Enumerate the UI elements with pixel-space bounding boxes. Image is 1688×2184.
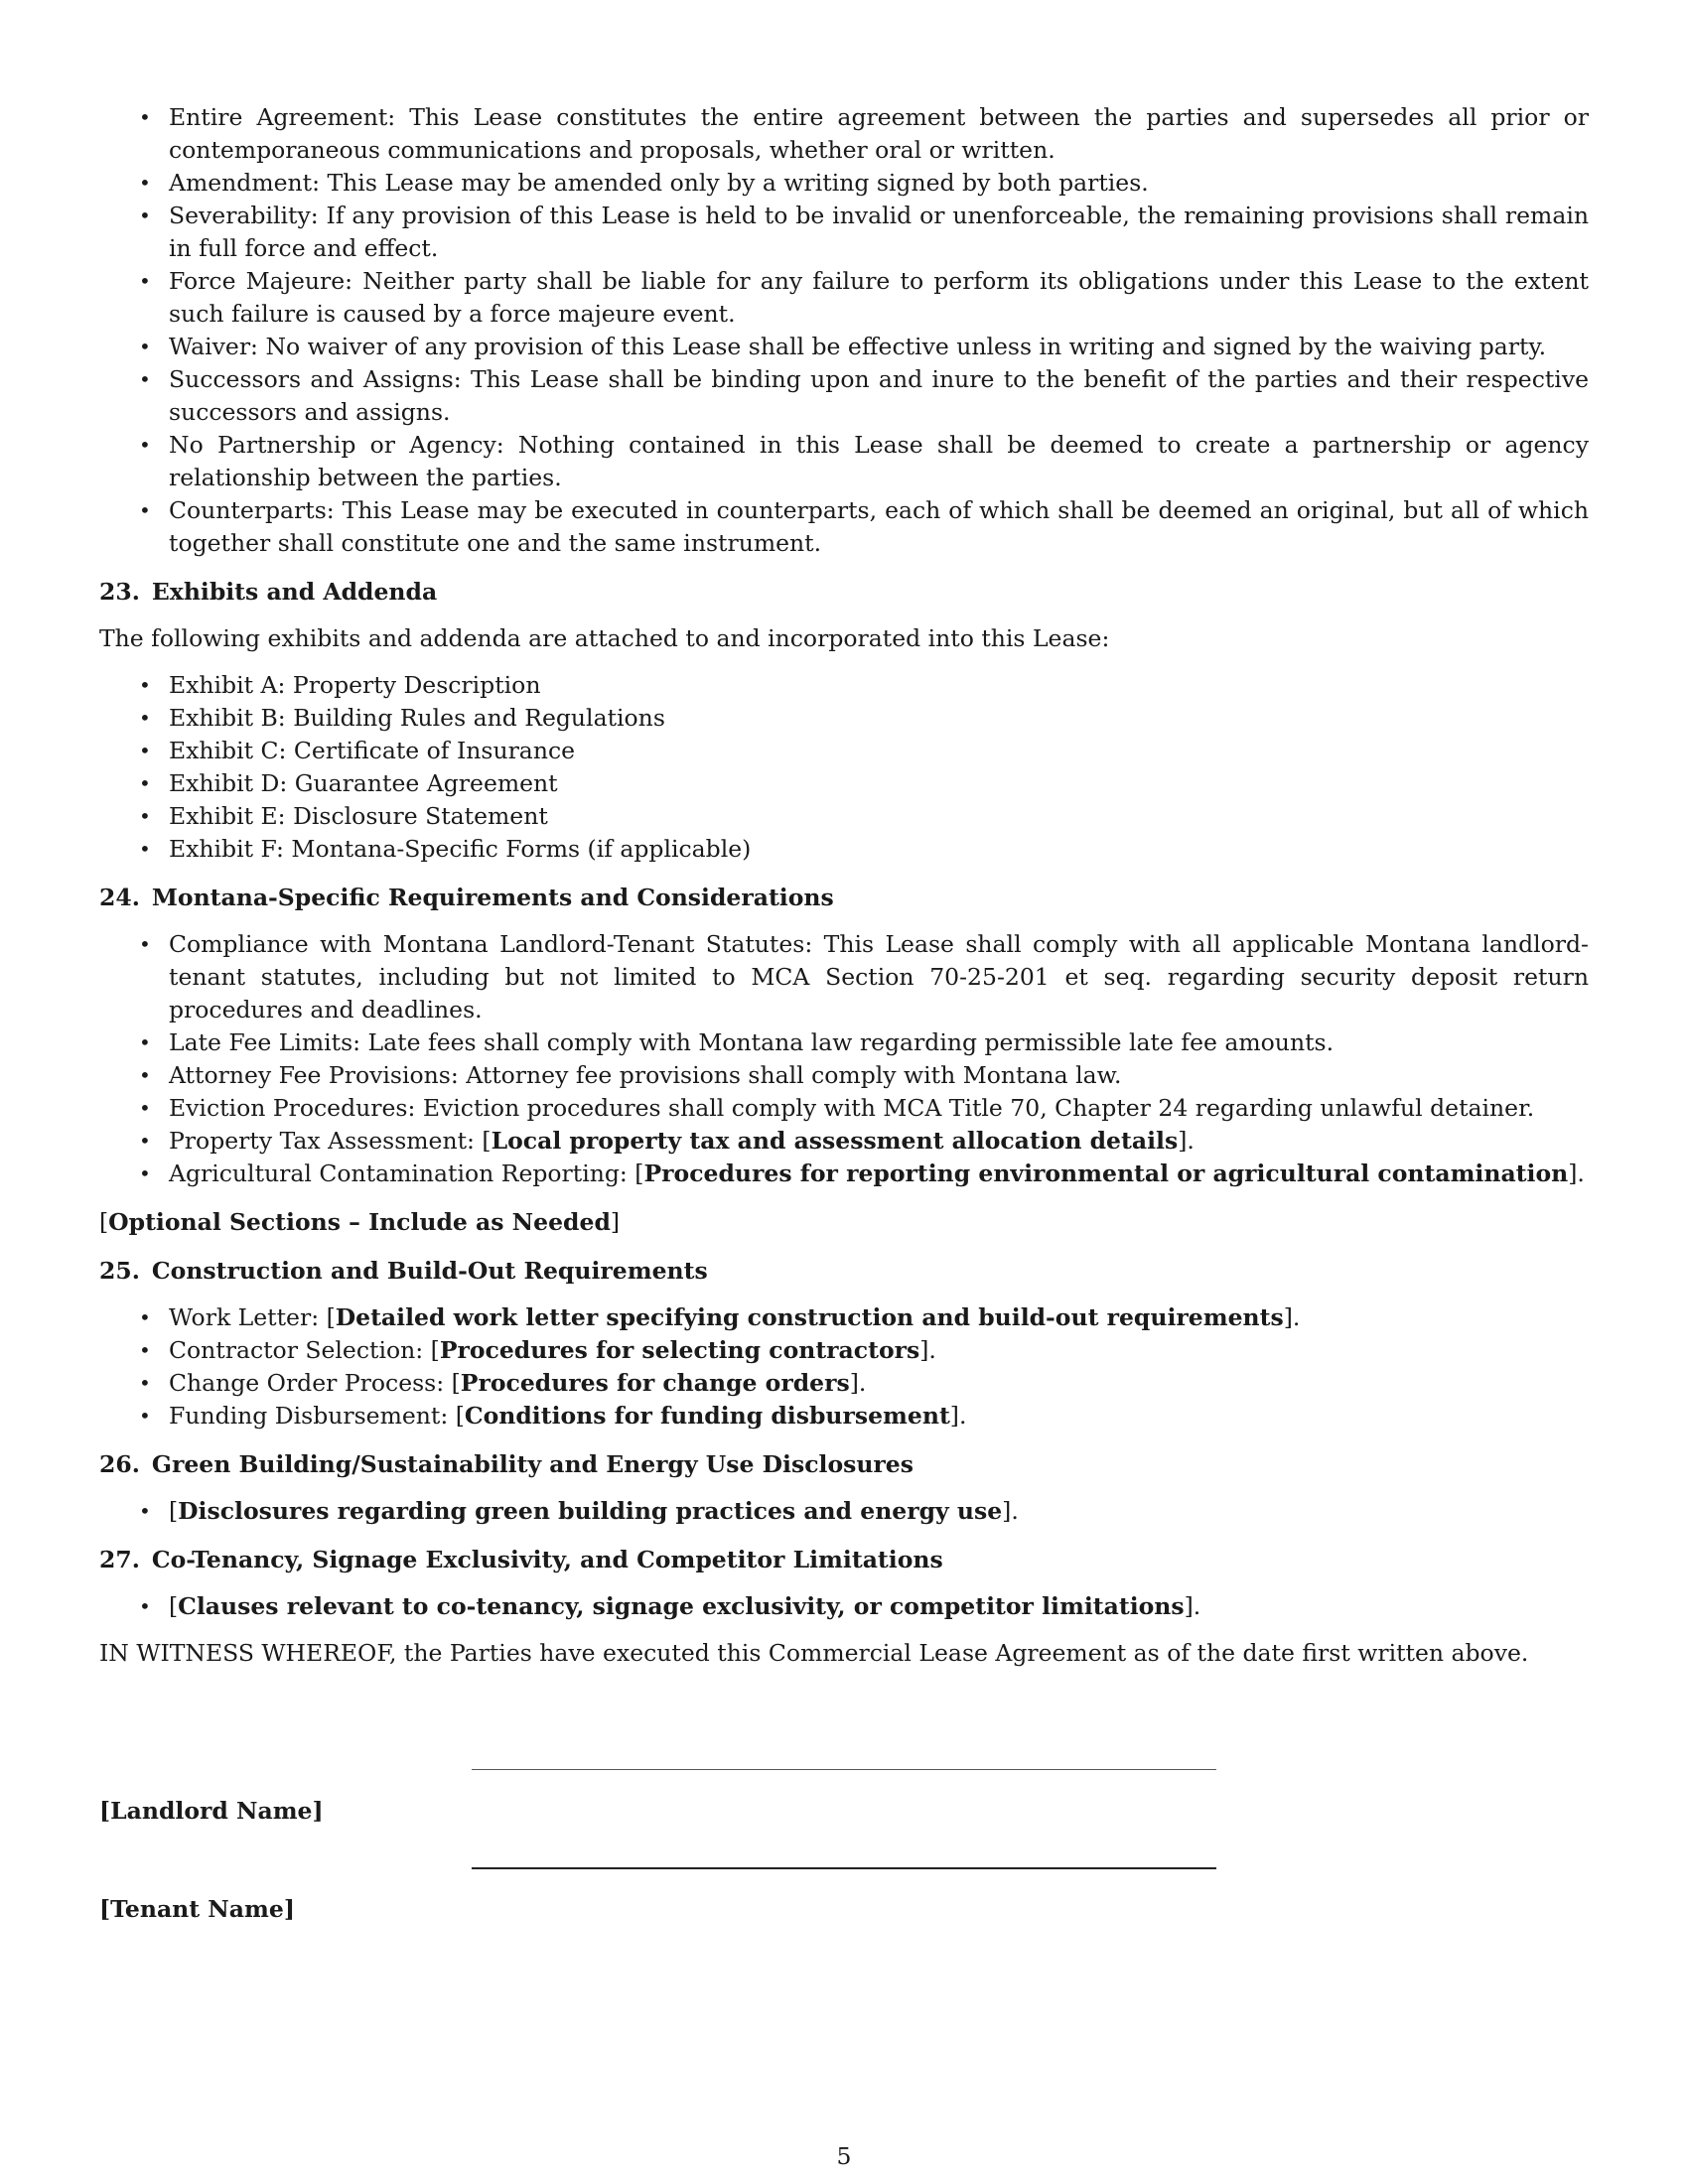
- page-number: 5: [836, 2142, 852, 2170]
- item-end: ].: [1178, 1127, 1195, 1155]
- placeholder-text: Clauses relevant to co-tenancy, signage exclusivity, or competitor limitations: [178, 1592, 1185, 1620]
- list-item: [99, 1092, 1589, 1125]
- bracket-open: [: [99, 1797, 111, 1825]
- item-text: Property Tax Assessment: [: [169, 1127, 492, 1155]
- bracket-close: ]: [283, 1895, 295, 1923]
- list-item: • Exhibit A: Property Description: [99, 669, 1589, 702]
- section-title: Green Building/Sustainability and Energy Use Disclosures: [151, 1450, 914, 1478]
- section-27-heading: [99, 1544, 1589, 1576]
- placeholder-text: Procedures for reporting environmental or agricultural contamination: [643, 1160, 1569, 1187]
- list-item: • Amendment: This Lease may be amended only by a writing signed by both parties.: [99, 167, 1589, 200]
- item-text: [: [169, 1592, 179, 1620]
- item-text: Agricultural Contamination Reporting: [: [169, 1160, 644, 1187]
- section-number: 23.: [99, 578, 140, 606]
- list-item: [99, 1125, 1589, 1158]
- bracket-close: ]: [312, 1797, 324, 1825]
- section-title: Montana-Specific Requirements and Considerations: [151, 884, 834, 911]
- item-text: Change Order Process: [: [169, 1369, 461, 1397]
- item-text: Late Fee Limits: Late fees shall comply with Montana law regarding permissible late fee amounts.: [169, 1028, 1335, 1056]
- witness-statement: IN WITNESS WHEREOF, the Parties have executed this Commercial Lease Agreement as of the date first written above.: [99, 1639, 1529, 1667]
- co-tenancy-list: [99, 1590, 1589, 1623]
- item-end: ].: [1002, 1497, 1019, 1525]
- document-body: [99, 101, 1589, 1670]
- optional-sections-heading: [99, 1206, 1589, 1239]
- section-23-intro: The following exhibits and addenda are attached to and incorporated into this Lease:: [99, 624, 1110, 652]
- item-text: Compliance with Montana Landlord-Tenant Statutes: This Lease shall comply with all applicable Montana landlord-tenant statutes, including but not limited to MCA Section 70-25-201 et seq. regarding security deposit return procedures and deadlines.: [169, 930, 1589, 1024]
- item-end: ].: [1283, 1303, 1301, 1331]
- tenant-signature-line: [472, 1867, 1216, 1869]
- bracket-open: [: [99, 1895, 111, 1923]
- section-25-heading: [99, 1255, 1589, 1288]
- item-end: ].: [919, 1336, 936, 1364]
- list-item: • No Partnership or Agency: Nothing contained in this Lease shall be deemed to create a partnership or agency relationship between the parties.: [99, 429, 1589, 494]
- list-item: [99, 1059, 1589, 1092]
- placeholder-text: Disclosures regarding green building practices and energy use: [178, 1497, 1003, 1525]
- placeholder-text: Procedures for selecting contractors: [439, 1336, 920, 1364]
- item-text: Eviction Procedures: Eviction procedures shall comply with MCA Title 70, Chapter 24 regarding unlawful detainer.: [169, 1094, 1535, 1122]
- tenant-name-label: Tenant Name: [110, 1895, 284, 1923]
- list-item: • Waiver: No waiver of any provision of this Lease shall be effective unless in writing and signed by the waiving party.: [99, 331, 1589, 363]
- list-item: [99, 1026, 1589, 1059]
- section-26-heading: [99, 1448, 1589, 1481]
- list-item: • Exhibit E: Disclosure Statement: [99, 800, 1589, 833]
- section-number: 24.: [99, 884, 140, 911]
- landlord-signature-line: [472, 1769, 1216, 1770]
- section-title: Co-Tenancy, Signage Exclusivity, and Competitor Limitations: [151, 1546, 943, 1573]
- montana-requirements-list: [99, 928, 1589, 1190]
- list-item: • Exhibit B: Building Rules and Regulations: [99, 702, 1589, 735]
- list-item: • Exhibit C: Certificate of Insurance: [99, 735, 1589, 767]
- section-24-heading: [99, 882, 1589, 914]
- landlord-name: [99, 1797, 324, 1825]
- optional-sections-label: Optional Sections – Include as Needed: [108, 1208, 611, 1236]
- placeholder-text: Conditions for funding disbursement: [464, 1402, 950, 1430]
- tenant-name: [99, 1895, 295, 1923]
- item-text: [: [169, 1497, 179, 1525]
- section-number: 25.: [99, 1257, 140, 1285]
- general-provisions-list: [99, 101, 1589, 560]
- item-end: ].: [849, 1369, 867, 1397]
- green-building-list: [99, 1495, 1589, 1528]
- section-title: Construction and Build-Out Requirements: [151, 1257, 708, 1285]
- list-item: [99, 1301, 1589, 1334]
- list-item: • Force Majeure: Neither party shall be liable for any failure to perform its obligations under this Lease to the extent such failure is caused by a force majeure event.: [99, 265, 1589, 331]
- list-item: [99, 1495, 1589, 1528]
- list-item: • Successors and Assigns: This Lease shall be binding upon and inure to the benefit of the parties and their respective successors and assigns.: [99, 363, 1589, 429]
- list-item: • Entire Agreement: This Lease constitutes the entire agreement between the parties and supersedes all prior or contemporaneous communications and proposals, whether oral or written.: [99, 101, 1589, 167]
- item-end: ].: [1184, 1592, 1201, 1620]
- item-text: Contractor Selection: [: [169, 1336, 440, 1364]
- list-item: [99, 1367, 1589, 1400]
- item-text: Funding Disbursement: [: [169, 1402, 465, 1430]
- section-23-heading: [99, 576, 1589, 609]
- item-end: ].: [949, 1402, 967, 1430]
- section-number: 27.: [99, 1546, 140, 1573]
- item-end: ].: [1568, 1160, 1585, 1187]
- list-item: [99, 928, 1589, 1026]
- list-item: [99, 1400, 1589, 1433]
- placeholder-text: Procedures for change orders: [460, 1369, 850, 1397]
- list-item: [99, 1590, 1589, 1623]
- item-text: Work Letter: [: [169, 1303, 336, 1331]
- list-item: • Severability: If any provision of this Lease is held to be invalid or unenforceable, the remaining provisions shall remain in full force and effect.: [99, 200, 1589, 265]
- section-number: 26.: [99, 1450, 140, 1478]
- section-title: Exhibits and Addenda: [151, 578, 438, 606]
- list-item: [99, 1334, 1589, 1367]
- bracket-open: [: [99, 1208, 109, 1236]
- list-item: • Counterparts: This Lease may be executed in counterparts, each of which shall be deemed an original, but all of which together shall constitute one and the same instrument.: [99, 494, 1589, 560]
- list-item: • Exhibit F: Montana-Specific Forms (if applicable): [99, 833, 1589, 866]
- exhibits-list: [99, 669, 1589, 866]
- list-item: [99, 1158, 1589, 1190]
- landlord-name-label: Landlord Name: [110, 1797, 313, 1825]
- list-item: • Exhibit D: Guarantee Agreement: [99, 767, 1589, 800]
- placeholder-text: Detailed work letter specifying construction and build-out requirements: [335, 1303, 1284, 1331]
- bracket-close: ]: [610, 1208, 621, 1236]
- construction-list: [99, 1301, 1589, 1433]
- item-text: Attorney Fee Provisions: Attorney fee provisions shall comply with Montana law.: [169, 1061, 1122, 1089]
- placeholder-text: Local property tax and assessment allocation details: [491, 1127, 1179, 1155]
